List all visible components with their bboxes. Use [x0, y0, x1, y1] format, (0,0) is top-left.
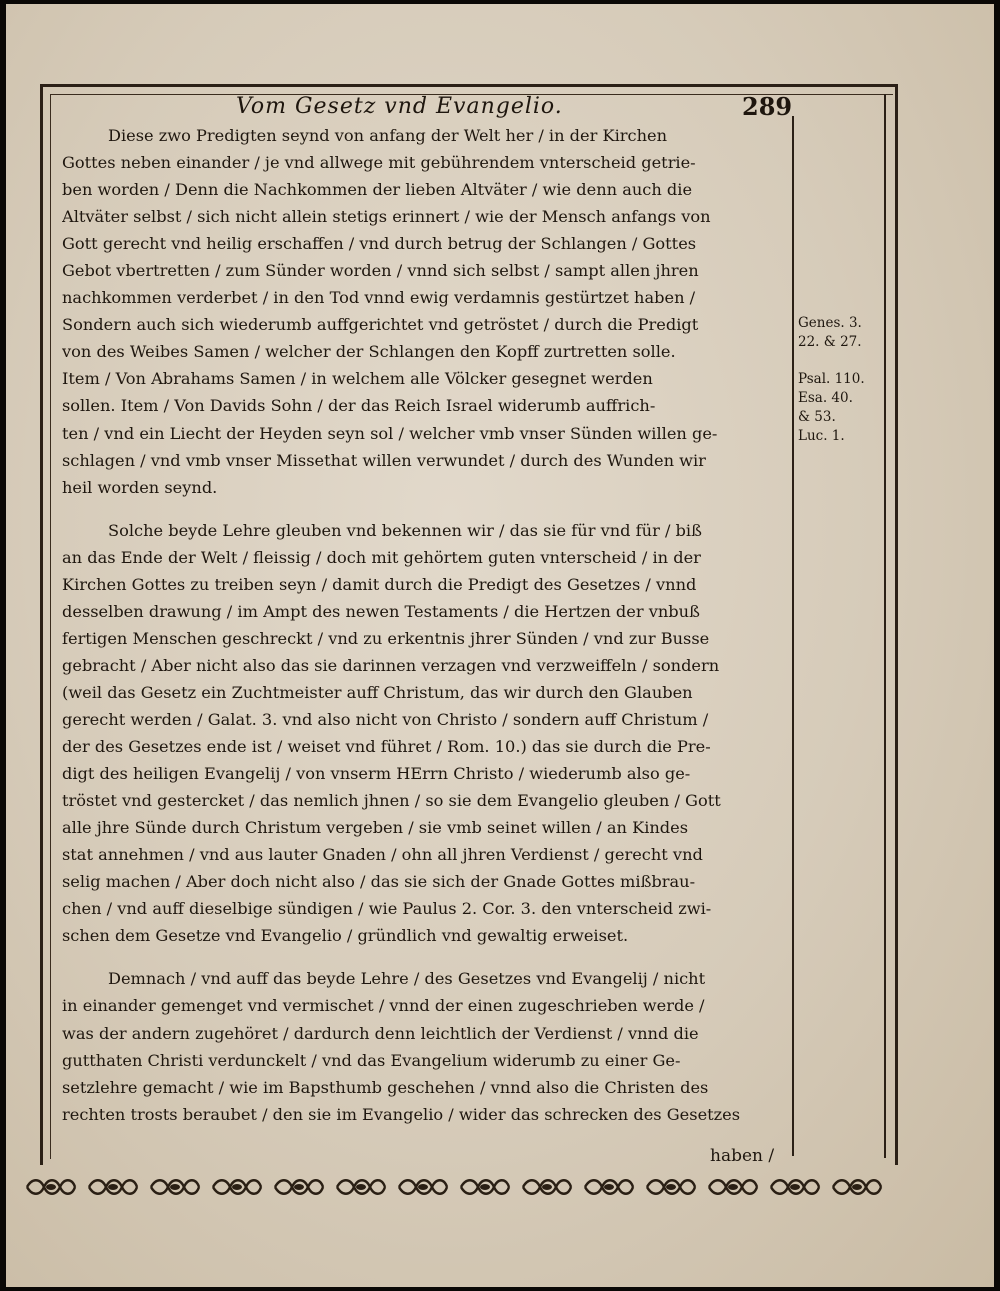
ornament-knot-icon	[768, 1176, 822, 1198]
ornament-knot-icon	[458, 1176, 512, 1198]
text-line: was der andern zugehöret / dardurch denn leichtlich der Verdienst / vnnd die	[62, 1023, 699, 1043]
margin-note-line: Psal. 110.	[798, 371, 865, 387]
ornament-knot-icon	[644, 1176, 698, 1198]
ornament-knot-icon	[830, 1176, 884, 1198]
ornament-knot-icon	[24, 1176, 78, 1198]
ornament-knot-icon	[582, 1176, 636, 1198]
paragraph-gap	[62, 949, 790, 965]
running-header: Vom Gesetz vnd Evangelio.	[236, 94, 563, 119]
text-line: Gottes neben einander / je vnd allwege mit gebührendem vnterscheid getrie-	[62, 153, 696, 173]
margin-note-psalms	[798, 370, 882, 446]
text-line: gebracht / Aber nicht also das sie darinnen verzagen vnd verzweiffeln / sondern	[62, 655, 720, 675]
text-line: rechten trosts beraubet / den sie im Evangelio / wider das schrecken des Gesetzes	[62, 1104, 741, 1124]
text-line: tröstet vnd gestercket / das nemlich jhnen / so sie dem Evangelio gleuben / Gott	[62, 791, 721, 811]
text-line: alle jhre Sünde durch Christum vergeben / sie vmb seinet willen / an Kindes	[62, 818, 689, 838]
text-line: chen / vnd auff dieselbige sündigen / wie Paulus 2. Cor. 3. den vnterscheid zwi-	[62, 899, 712, 919]
paragraph-3	[62, 965, 790, 1127]
text-line: in einander gemenget vnd vermischet / vnnd der einen zugeschrieben werde /	[62, 996, 705, 1016]
text-line: selig machen / Aber doch nicht also / das sie sich der Gnade Gottes mißbrau-	[62, 872, 696, 892]
margin-note-line: Luc. 1.	[798, 428, 845, 444]
margin-note-line: Esa. 40.	[798, 390, 853, 406]
text-line: desselben drawung / im Ampt des newen Testaments / die Hertzen der vnbuß	[62, 601, 700, 621]
text-line: Diese zwo Predigten seynd von anfang der Welt her / in der Kirchen	[108, 126, 668, 145]
text-line: Altväter selbst / sich nicht allein stetigs erinnert / wie der Mensch anfangs von	[62, 207, 711, 227]
text-line: gerecht werden / Galat. 3. vnd also nicht von Christo / sondern auff Christum /	[62, 709, 709, 729]
margin-note-line: 22. & 27.	[798, 334, 862, 350]
text-line: Demnach / vnd auff das beyde Lehre / des Gesetzes vnd Evangelij / nicht	[108, 969, 706, 989]
text-line: schen dem Gesetze vnd Evangelio / gründlich vnd gewaltig erweiset.	[62, 926, 629, 946]
ornament-knot-icon	[334, 1176, 388, 1198]
ornament-knot-icon	[210, 1176, 264, 1198]
text-line: Gott gerecht vnd heilig erschaffen / vnd durch betrug der Schlangen / Gottes	[62, 234, 697, 254]
text-line: Gebot vbertretten / zum Sünder worden / vnnd sich selbst / sampt allen jhren	[62, 261, 699, 281]
ornament-knot-icon	[706, 1176, 760, 1198]
text-line: der des Gesetzes ende ist / weiset vnd führet / Rom. 10.) das sie durch die Pre-	[62, 737, 711, 757]
ornament-knot-icon	[86, 1176, 140, 1198]
text-line: Solche beyde Lehre gleuben vnd bekennen wir / das sie für vnd für / biß	[108, 520, 702, 540]
margin-note-line: & 53.	[798, 409, 836, 425]
margin-column-rule	[792, 116, 794, 1156]
ornament-knot-icon	[396, 1176, 450, 1198]
text-line: heil worden seynd.	[62, 477, 218, 497]
ornament-knot-icon	[272, 1176, 326, 1198]
outer-column-rule	[884, 94, 886, 1158]
margin-note-gap	[798, 352, 882, 370]
ornamental-border	[24, 1174, 884, 1200]
text-line: ben worden / Denn die Nachkommen der lieben Altväter / wie denn auch die	[62, 180, 693, 200]
text-line: digt des heiligen Evangelij / von vnserm HErrn Christo / wiederumb also ge-	[62, 764, 691, 784]
text-line: Sondern auch sich wiederumb auffgerichtet vnd getröstet / durch die Predigt	[62, 315, 699, 335]
ornament-knot-icon	[520, 1176, 574, 1198]
text-line: schlagen / vnd vmb vnser Missethat willen verwundet / durch des Wunden wir	[62, 450, 706, 470]
text-line: nachkommen verderbet / in den Tod vnnd ewig verdamnis gestürtzet haben /	[62, 288, 696, 308]
ornament-knot-icon	[148, 1176, 202, 1198]
marginal-references	[798, 314, 882, 446]
text-line: von des Weibes Samen / welcher der Schlangen den Kopff zurtretten solle.	[62, 342, 676, 362]
paragraph-gap	[62, 501, 790, 517]
catchword: haben /	[710, 1146, 775, 1166]
margin-note-line: Genes. 3.	[798, 315, 862, 331]
margin-note-genesis	[798, 314, 882, 352]
book-page	[6, 4, 994, 1287]
text-line: gutthaten Christi verdunckelt / vnd das Evangelium widerumb zu einer Ge-	[62, 1050, 681, 1070]
text-line: Kirchen Gottes zu treiben seyn / damit durch die Predigt des Gesetzes / vnnd	[62, 574, 697, 594]
paragraph-2	[62, 517, 790, 950]
text-line: Item / Von Abrahams Samen / in welchem alle Völcker gesegnet werden	[62, 369, 653, 389]
text-line: (weil das Gesetz ein Zuchtmeister auff Christum, das wir durch den Glauben	[62, 682, 693, 702]
text-line: an das Ende der Welt / fleissig / doch mit gehörtem guten vnterscheid / in der	[62, 547, 701, 567]
page-number: 289	[742, 92, 793, 121]
text-line: sollen. Item / Von Davids Sohn / der das Reich Israel widerumb auffrich-	[62, 396, 656, 416]
text-line: setzlehre gemacht / wie im Bapsthumb geschehen / vnnd also die Christen des	[62, 1077, 709, 1097]
text-line: ten / vnd ein Liecht der Heyden seyn sol / welcher vmb vnser Sünden willen ge-	[62, 423, 718, 443]
text-line: fertigen Menschen geschreckt / vnd zu erkentnis jhrer Sünden / vnd zur Busse	[62, 628, 710, 648]
paragraph-1	[62, 122, 790, 501]
text-line: stat annehmen / vnd aus lauter Gnaden / ohn all jhren Verdienst / gerecht vnd	[62, 845, 703, 865]
main-text	[62, 122, 790, 1128]
